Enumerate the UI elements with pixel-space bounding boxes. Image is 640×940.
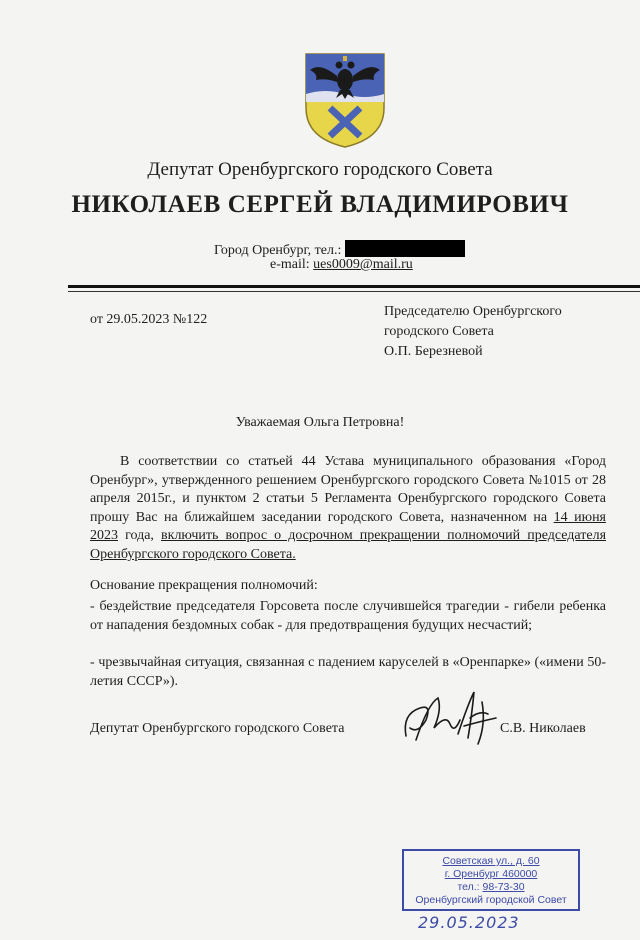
addressee-line: Председателю Оренбургского bbox=[384, 304, 562, 319]
city-phone-label: Город Оренбург, тел.: bbox=[214, 243, 342, 258]
header-divider-thin bbox=[68, 291, 640, 292]
signer-name: С.В. Николаев bbox=[500, 721, 586, 736]
greeting: Уважаемая Ольга Петровна! bbox=[235, 415, 405, 430]
stamp-date: 29.05.2023 bbox=[418, 913, 520, 932]
ground-item: - бездействие председателя Горсовета после случившейся трагедии - гибели ребенка от нападения бездомных собак - для предотвращения будущих несчастий; bbox=[90, 599, 606, 633]
paragraph-text: года, bbox=[118, 528, 162, 544]
email-label: e-mail: bbox=[270, 257, 310, 272]
grounds-title: Основание прекращения полномочий: bbox=[90, 578, 318, 593]
paragraph-text: В соответствии со статьей 44 Устава муниципального образования «Город Оренбург», утвержденного решением Оренбургского городского Совета №1015 от 28 апреля 2015г., и пунктом 2 статьи 5 Регламента Оренбургского городского Совета прошу Вас на ближайшем заседании городского Совета, назначенном на bbox=[90, 454, 606, 525]
signature-icon bbox=[398, 684, 502, 750]
addressee-line: О.П. Березневой bbox=[384, 344, 483, 359]
stamp-line: г. Оренбург 460000 bbox=[444, 868, 538, 880]
deputy-name: НИКОЛАЕВ СЕРГЕЙ ВЛАДИМИРОВИЧ bbox=[71, 191, 569, 218]
letter-reference: от 29.05.2023 №122 bbox=[90, 312, 208, 327]
signer-role: Депутат Оренбургского городского Совета bbox=[90, 721, 345, 736]
meeting-date: 14 июня 2023 bbox=[90, 509, 607, 544]
redacted-phone bbox=[345, 240, 465, 257]
main-paragraph bbox=[90, 453, 606, 565]
contact-email bbox=[270, 257, 413, 273]
addressee bbox=[384, 302, 562, 362]
stamp-phone: 98-73-30 bbox=[482, 881, 525, 893]
header-title: Депутат Оренбургского городского Совета bbox=[147, 159, 493, 180]
registration-stamp bbox=[402, 849, 580, 911]
header-divider-thick bbox=[68, 285, 640, 288]
stamp-line bbox=[404, 881, 578, 894]
stamp-phone-label: тел.: bbox=[457, 881, 483, 893]
stamp-line: Оренбургский городской Совет bbox=[415, 894, 567, 906]
ground-item: - чрезвычайная ситуация, связанная с падением каруселей в «Оренпарке» («имени 50-летия СССР»). bbox=[90, 655, 606, 689]
stamp-line: Советская ул., д. 60 bbox=[442, 855, 540, 867]
coat-of-arms-icon bbox=[302, 50, 388, 150]
request-text: включить вопрос о досрочном прекращении полномочий председателя Оренбургского городского Совета. bbox=[90, 528, 607, 562]
email-link[interactable]: ues0009@mail.ru bbox=[313, 257, 413, 272]
addressee-line: городского Совета bbox=[384, 324, 494, 339]
